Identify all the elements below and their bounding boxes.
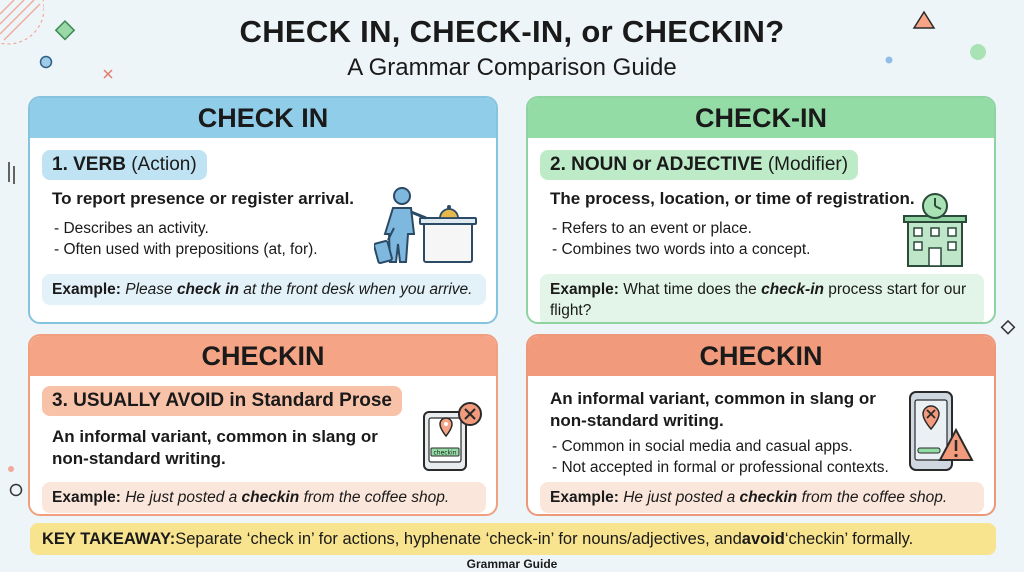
bullet-item: - Not accepted in formal or professional contexts. bbox=[552, 459, 889, 476]
bullet-item: - Combines two words into a concept. bbox=[552, 241, 811, 258]
pill-label: 3. USUALLY AVOID in Standard Prose bbox=[52, 390, 392, 411]
example-text: from the coffee shop. bbox=[299, 489, 450, 506]
bullet-item: - Refers to an event or place. bbox=[552, 220, 752, 237]
tablet-checkin-icon bbox=[418, 402, 486, 474]
diamond-decoration bbox=[1000, 320, 1016, 336]
card-header: CHECK-IN bbox=[528, 98, 994, 138]
pill-note: (Modifier) bbox=[762, 154, 849, 175]
example-term: check-in bbox=[761, 281, 824, 298]
takeaway-label: KEY TAKEAWAY: bbox=[42, 529, 176, 548]
hotel-clock-icon bbox=[900, 192, 970, 268]
example-text: process start for our flight? bbox=[550, 281, 967, 319]
part-of-speech-pill bbox=[540, 150, 858, 180]
circle-decoration bbox=[8, 482, 24, 498]
lines-decoration bbox=[6, 160, 18, 186]
example-label: Example: bbox=[52, 281, 121, 298]
part-of-speech-pill bbox=[42, 150, 207, 180]
checkin-informal-card bbox=[526, 334, 996, 516]
example-box bbox=[42, 482, 486, 513]
usage-pill bbox=[42, 386, 402, 416]
bullet-item: - Describes an activity. bbox=[54, 220, 209, 237]
pill-note: (Action) bbox=[125, 154, 197, 175]
card-header: CHECKIN bbox=[528, 336, 994, 376]
checkin-avoid-card bbox=[28, 334, 498, 516]
page-title: CHECK IN, CHECK-IN, or CHECKIN? bbox=[239, 14, 785, 49]
example-text: Please bbox=[120, 281, 177, 298]
card-header: CHECK IN bbox=[30, 98, 496, 138]
card-header: CHECKIN bbox=[30, 336, 496, 376]
example-term: checkin bbox=[739, 489, 798, 506]
example-box bbox=[540, 482, 984, 513]
definition: To report presence or register arrival. bbox=[52, 189, 355, 208]
example-text: He just posted a bbox=[618, 489, 740, 506]
example-text: at the front desk when you arrive. bbox=[238, 281, 473, 298]
pill-label: 1. VERB bbox=[52, 154, 126, 175]
bullet-item: - Often used with prepositions (at, for). bbox=[54, 241, 318, 258]
bullet-item: - Common in social media and casual apps. bbox=[552, 438, 853, 455]
example-text: from the coffee shop. bbox=[797, 489, 948, 506]
example-label: Example: bbox=[550, 489, 619, 506]
example-box bbox=[540, 274, 984, 324]
bullet-list bbox=[54, 218, 384, 260]
phone-warning-icon bbox=[904, 388, 976, 474]
example-label: Example: bbox=[52, 489, 121, 506]
takeaway-text: Separate ‘check in’ for actions, hyphenate ‘check-in’ for nouns/adjectives, and bbox=[175, 529, 742, 548]
bullet-list bbox=[552, 218, 882, 260]
check-in-verb-card bbox=[28, 96, 498, 324]
example-box bbox=[42, 274, 486, 305]
pill-label: 2. NOUN or ADJECTIVE bbox=[550, 154, 763, 175]
dot-decoration bbox=[6, 464, 16, 474]
page-subtitle: A Grammar Comparison Guide bbox=[347, 54, 677, 81]
example-term: check in bbox=[176, 281, 239, 298]
front-desk-traveler-icon bbox=[374, 184, 478, 268]
check-in-noun-card bbox=[526, 96, 996, 324]
definition: An informal variant, common in slang or non-standard writing. bbox=[52, 427, 378, 468]
example-label: Example: bbox=[550, 281, 619, 298]
example-term: checkin bbox=[241, 489, 300, 506]
footer-label: Grammar Guide bbox=[466, 557, 558, 571]
tablet-label: checkin bbox=[433, 449, 457, 457]
example-text: What time does the bbox=[618, 281, 762, 298]
takeaway-emphasis: avoid bbox=[741, 529, 785, 548]
takeaway-text: ‘checkin’ formally. bbox=[784, 529, 914, 548]
definition: The process, location, or time of registration. bbox=[550, 189, 915, 208]
key-takeaway-banner bbox=[30, 523, 996, 555]
example-text: He just posted a bbox=[120, 489, 242, 506]
definition: An informal variant, common in slang or non-standard writing. bbox=[550, 389, 876, 430]
bullet-list bbox=[552, 436, 912, 478]
